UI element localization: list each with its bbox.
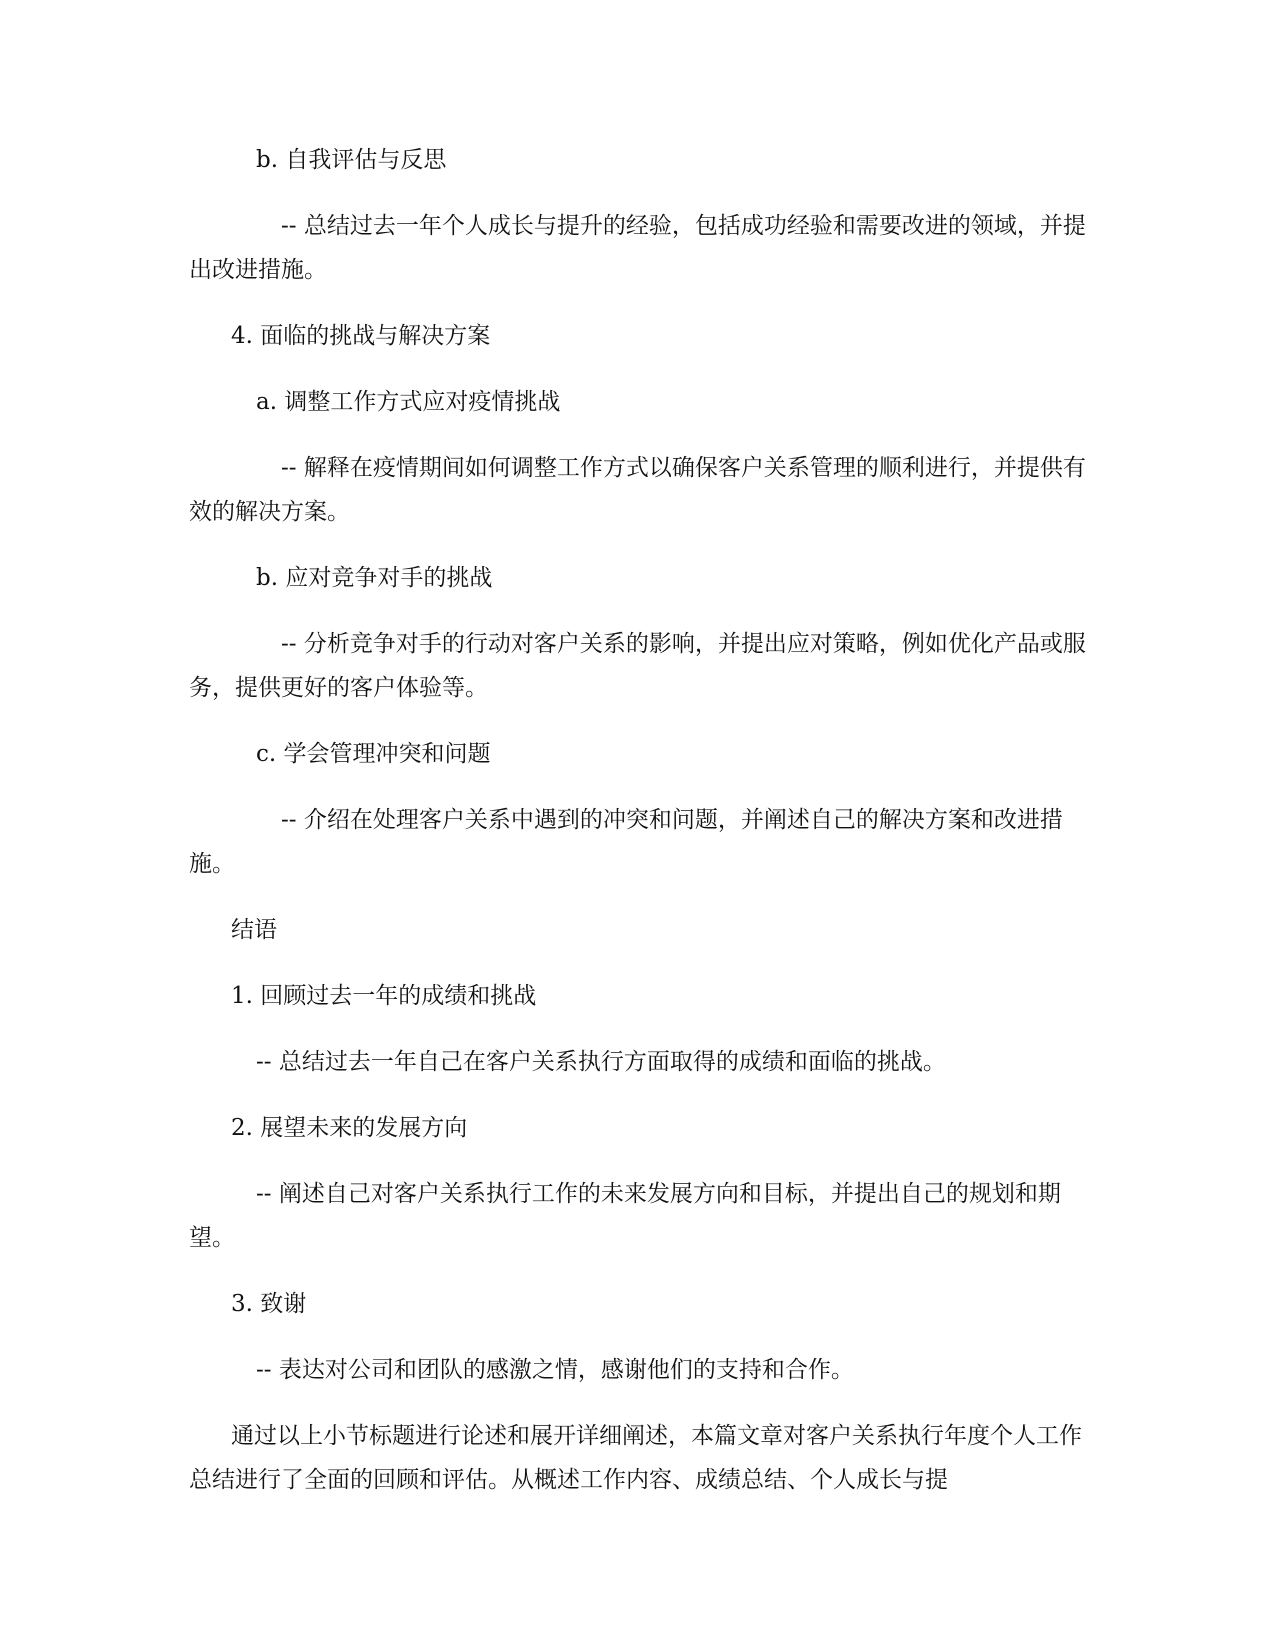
body-paragraph: -- 介绍在处理客户关系中遇到的冲突和问题，并阐述自己的解决方案和改进措施。	[189, 807, 1063, 877]
body-paragraph: -- 阐述自己对客户关系执行工作的未来发展方向和目标，并提出自己的规划和期望。	[189, 1181, 1061, 1251]
subheading-competitors: b. 应对竞争对手的挑战	[256, 565, 493, 591]
section-heading-challenges: 4. 面临的挑战与解决方案	[231, 323, 491, 349]
subheading-pandemic: a. 调整工作方式应对疫情挑战	[256, 389, 561, 415]
body-paragraph: -- 解释在疫情期间如何调整工作方式以确保客户关系管理的顺利进行，并提供有效的解决方案。	[189, 455, 1086, 525]
body-paragraph: -- 分析竞争对手的行动对客户关系的影响，并提出应对策略，例如优化产品或服务，提供更好的客户体验等。	[189, 631, 1086, 701]
body-paragraph: -- 总结过去一年个人成长与提升的经验，包括成功经验和需要改进的领域，并提出改进措施。	[189, 213, 1086, 283]
conclusion-item-thanks: 3. 致谢	[231, 1291, 307, 1317]
body-paragraph: -- 总结过去一年自己在客户关系执行方面取得的成绩和面临的挑战。	[256, 1049, 946, 1075]
section-heading-conclusion: 结语	[231, 917, 277, 943]
subheading-conflicts: c. 学会管理冲突和问题	[256, 741, 491, 767]
conclusion-item-outlook: 2. 展望未来的发展方向	[231, 1115, 468, 1141]
conclusion-item-review: 1. 回顾过去一年的成绩和挑战	[231, 983, 537, 1009]
subheading-self-assessment: b. 自我评估与反思	[256, 147, 447, 173]
body-paragraph: -- 表达对公司和团队的感激之情，感谢他们的支持和合作。	[256, 1357, 854, 1383]
closing-paragraph: 通过以上小节标题进行论述和展开详细阐述，本篇文章对客户关系执行年度个人工作总结进行了全面的回顾和评估。从概述工作内容、成绩总结、个人成长与提	[189, 1423, 1082, 1493]
document-body	[189, 138, 1089, 1502]
